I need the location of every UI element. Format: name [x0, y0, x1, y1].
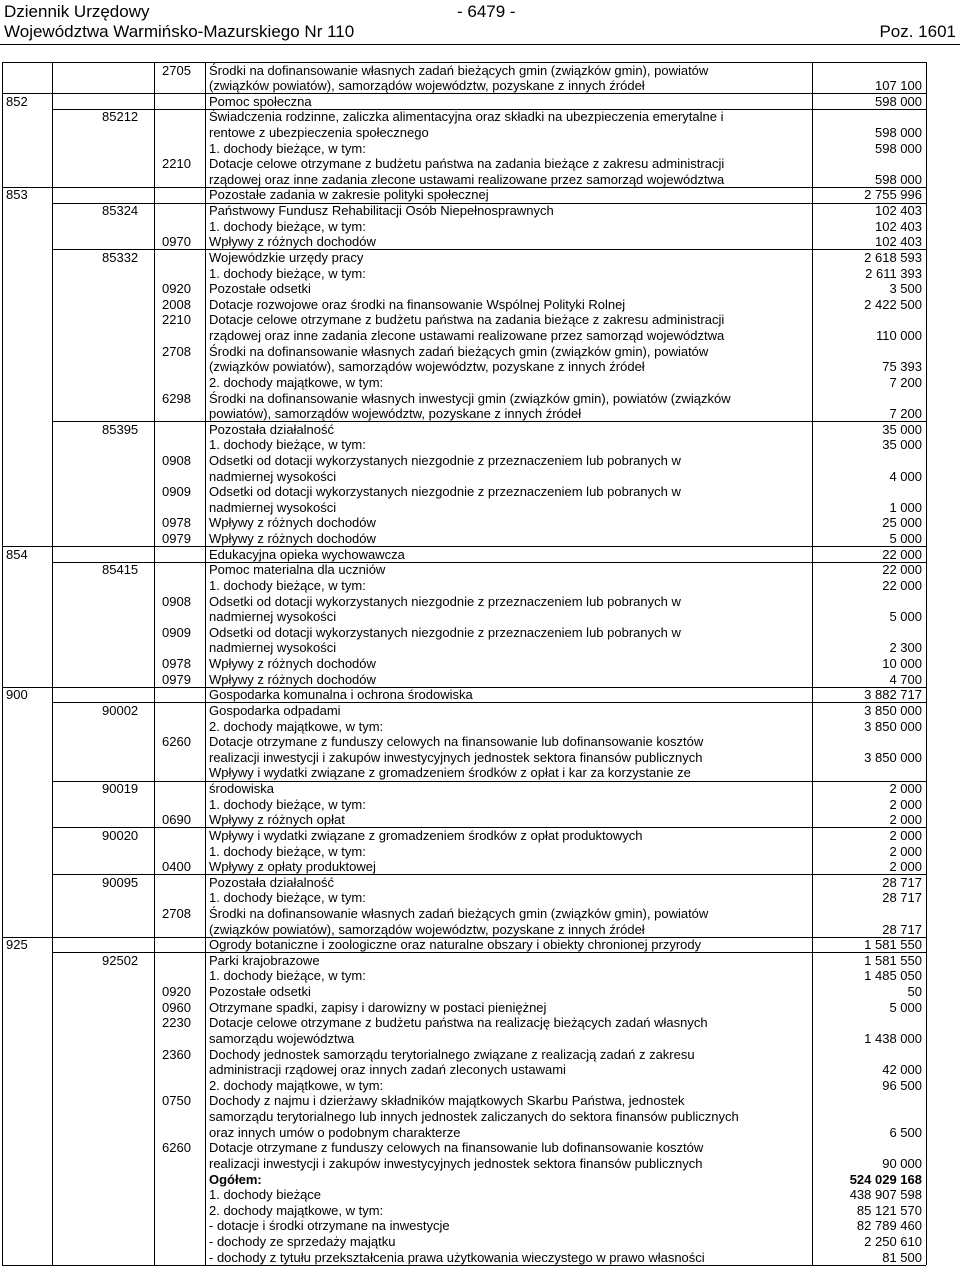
- row-description: - dotacje i środki otrzymane na inwestycje: [209, 1218, 450, 1234]
- row-description: Pomoc społeczna: [209, 93, 312, 109]
- row-description: administracji rządowej oraz innych zadań zleconych ustawami: [209, 1062, 566, 1078]
- paragraph-code: 2705: [162, 62, 191, 78]
- row-description: 2. dochody majątkowe, w tym:: [209, 718, 384, 734]
- division-code: 852: [6, 93, 28, 109]
- paragraph-code: 2210: [162, 312, 191, 328]
- row-description: środowiska: [209, 781, 275, 797]
- row-amount: 598 000: [875, 124, 922, 140]
- row-description: 1. dochody bieżące, w tym:: [209, 140, 366, 156]
- row-amount: 35 000: [882, 437, 922, 453]
- row-description: samorządu terytorialnego lub innych jednostek zaliczanych do sektora finansów publicznych: [209, 1109, 739, 1125]
- row-description: Wpływy z opłaty produktowej: [209, 859, 376, 875]
- paragraph-code: 0920: [162, 984, 191, 1000]
- row-amount: 2 000: [889, 859, 922, 875]
- row-description: Wpływy z różnych dochodów: [209, 234, 376, 250]
- row-amount: 7 200: [889, 374, 922, 390]
- paragraph-code: 6298: [162, 390, 191, 406]
- column-rule: [52, 62, 53, 1265]
- row-description: Edukacyjna opieka wychowawcza: [209, 546, 405, 562]
- row-description: Wpływy z różnych dochodów: [209, 671, 376, 687]
- row-description: Ogrody botaniczne i zoologiczne oraz naturalne obszary i obiekty chronionej przyrody: [209, 937, 702, 953]
- chapter-code: 90019: [102, 781, 139, 797]
- row-description: 1. dochody bieżące, w tym:: [209, 437, 366, 453]
- row-description: Dochody jednostek samorządu terytorialnego związane z realizacją zadań z zakresu: [209, 1046, 695, 1062]
- row-amount: 3 850 000: [864, 702, 922, 718]
- row-description: (związków powiatów), samorządów województw, pozyskane z innych źródeł: [209, 78, 645, 94]
- paragraph-code: 0908: [162, 593, 191, 609]
- division-code: 900: [6, 687, 28, 703]
- row-description: rządowej oraz inne zadania zlecone ustawami realizowane przez samorząd województwa: [209, 328, 725, 344]
- row-amount: 4 700: [889, 671, 922, 687]
- row-amount: 2 755 996: [864, 187, 922, 203]
- row-amount: 22 000: [882, 562, 922, 578]
- row-description: 1. dochody bieżące, w tym:: [209, 796, 366, 812]
- chapter-code: 85395: [102, 421, 139, 437]
- paragraph-code: 2210: [162, 156, 191, 172]
- chapter-code: 90020: [102, 827, 139, 843]
- row-description: Dotacje celowe otrzymane z budżetu państwa na realizację bieżących zadań własnych: [209, 1015, 708, 1031]
- row-description: powiatów), samorządów województw, pozyskane z innych źródeł: [209, 406, 582, 422]
- chapter-code: 85212: [102, 109, 139, 125]
- paragraph-code: 0978: [162, 656, 191, 672]
- row-amount: 524 029 168: [849, 1171, 922, 1187]
- row-description: 1. dochody bieżące, w tym:: [209, 265, 366, 281]
- row-description: Wpływy z różnych opłat: [209, 812, 345, 828]
- row-amount: 3 500: [889, 281, 922, 297]
- chapter-rule: [52, 249, 926, 250]
- row-description: - dochody ze sprzedaży majątku: [209, 1234, 396, 1249]
- row-description: Odsetki od dotacji wykorzystanych niezgodnie z przeznaczeniem lub pobranych w: [209, 593, 681, 609]
- row-description: nadmiernej wysokości: [209, 609, 337, 625]
- row-description: Pozostałe odsetki: [209, 984, 311, 1000]
- row-description: (związków powiatów), samorządów województw, pozyskane z innych źródeł: [209, 921, 645, 937]
- paragraph-code: 0978: [162, 515, 191, 531]
- row-amount: 2 422 500: [864, 296, 922, 312]
- chapter-rule: [52, 702, 926, 703]
- row-amount: 102 403: [875, 203, 922, 219]
- row-description: Wpływy z różnych dochodów: [209, 656, 376, 672]
- paragraph-code: 2360: [162, 1046, 191, 1062]
- row-description: Pozostałe odsetki: [209, 281, 311, 297]
- row-amount: 2 300: [889, 640, 922, 656]
- row-description: Odsetki od dotacji wykorzystanych niezgodnie z przeznaczeniem lub pobranych w: [209, 624, 681, 640]
- row-description: rentowe z ubezpieczenia społecznego: [209, 124, 429, 140]
- paragraph-code: 0920: [162, 281, 191, 297]
- row-description: Dochody z najmu i dzierżawy składników majątkowych Skarbu Państwa, jednostek: [209, 1093, 685, 1109]
- row-description: Dotacje celowe otrzymane z budżetu państwa na zadania bieżące z zakresu administracji: [209, 156, 725, 172]
- row-amount: 598 000: [875, 93, 922, 109]
- row-description: Dotacje otrzymane z funduszy celowych na finansowanie lub dofinansowanie kosztów: [209, 734, 704, 750]
- row-amount: 28 717: [882, 874, 922, 890]
- row-amount: 96 500: [882, 1077, 922, 1093]
- row-amount: 2 000: [889, 781, 922, 797]
- row-amount: 2 000: [889, 796, 922, 812]
- row-description: Wpływy i wydatki związane z gromadzeniem środków z opłat produktowych: [209, 827, 643, 843]
- row-description: Wojewódzkie urzędy pracy: [209, 249, 364, 265]
- row-description: nadmiernej wysokości: [209, 468, 337, 484]
- row-description: oraz innych umów o podobnym charakterze: [209, 1124, 461, 1140]
- paragraph-code: 2008: [162, 296, 191, 312]
- row-description: Środki na dofinansowanie własnych inwestycji gmin (związków gmin), powiatów (związków: [209, 390, 731, 406]
- row-description: Ogółem:: [209, 1171, 262, 1187]
- row-description: Otrzymane spadki, zapisy i darowizny w postaci pieniężnej: [209, 999, 547, 1015]
- row-description: Wpływy i wydatki związane z gromadzeniem środków z opłat i kar za korzystanie ze: [209, 765, 691, 781]
- paragraph-code: 0750: [162, 1093, 191, 1109]
- row-description: Pozostała działalność: [209, 874, 335, 890]
- row-description: Państwowy Fundusz Rehabilitacji Osób Niepełnosprawnych: [209, 203, 554, 219]
- row-amount: 598 000: [875, 171, 922, 187]
- chapter-code: 90002: [102, 702, 139, 718]
- row-amount: 2 000: [889, 812, 922, 828]
- chapter-rule: [52, 562, 926, 563]
- row-amount: 28 717: [882, 890, 922, 906]
- paragraph-code: 0908: [162, 453, 191, 468]
- paragraph-code: 0979: [162, 531, 191, 547]
- row-amount: 35 000: [882, 421, 922, 437]
- row-description: 1. dochody bieżące: [209, 1187, 322, 1203]
- chapter-code: 85415: [102, 562, 139, 578]
- row-amount: 1 581 550: [864, 952, 922, 968]
- row-description: Dotacje celowe otrzymane z budżetu państwa na zadania bieżące z zakresu administracji: [209, 312, 725, 328]
- chapter-code: 92502: [102, 952, 139, 968]
- paragraph-code: 6260: [162, 1140, 191, 1156]
- division-code: 854: [6, 546, 28, 562]
- row-description: 1. dochody bieżące, w tym:: [209, 890, 366, 906]
- row-amount: 107 100: [875, 78, 922, 94]
- paragraph-code: 0970: [162, 234, 191, 250]
- row-amount: 5 000: [889, 531, 922, 547]
- row-amount: 110 000: [875, 328, 922, 344]
- paragraph-code: 0400: [162, 859, 191, 875]
- row-description: 1. dochody bieżące, w tym:: [209, 577, 366, 593]
- row-amount: 1 581 550: [864, 937, 922, 953]
- voivodeship-title: Województwa Warmińsko-Mazurskiego Nr 110: [4, 22, 355, 41]
- column-rule: [205, 62, 206, 1265]
- division-code: 925: [6, 937, 28, 953]
- chapter-code: 85332: [102, 249, 139, 265]
- row-amount: 85 121 570: [856, 1202, 922, 1218]
- chapter-rule: [52, 952, 926, 953]
- chapter-code: 90095: [102, 874, 139, 890]
- paragraph-code: 0909: [162, 484, 191, 500]
- row-amount: 2 000: [889, 827, 922, 843]
- row-amount: 6 500: [889, 1124, 922, 1140]
- division-rule: [2, 546, 926, 547]
- row-description: rządowej oraz inne zadania zlecone ustawami realizowane przez samorząd województwa: [209, 171, 725, 187]
- row-amount: 2 618 593: [864, 249, 922, 265]
- row-description: Odsetki od dotacji wykorzystanych niezgodnie z przeznaczeniem lub pobranych w: [209, 484, 681, 500]
- row-description: 1. dochody bieżące, w tym:: [209, 218, 366, 234]
- row-amount: 81 500: [882, 1249, 922, 1265]
- row-amount: 7 200: [889, 406, 922, 422]
- row-description: nadmiernej wysokości: [209, 640, 337, 656]
- row-description: Dotacje otrzymane z funduszy celowych na finansowanie lub dofinansowanie kosztów: [209, 1140, 704, 1156]
- row-description: Środki na dofinansowanie własnych zadań bieżących gmin (związków gmin), powiatów: [209, 62, 709, 78]
- row-description: Odsetki od dotacji wykorzystanych niezgodnie z przeznaczeniem lub pobranych w: [209, 453, 681, 468]
- row-description: nadmiernej wysokości: [209, 499, 337, 515]
- row-description: 2. dochody majątkowe, w tym:: [209, 1077, 384, 1093]
- row-amount: 25 000: [882, 515, 922, 531]
- division-rule: [2, 93, 926, 94]
- row-amount: 5 000: [889, 609, 922, 625]
- row-amount: 75 393: [882, 359, 922, 375]
- row-amount: 3 850 000: [864, 718, 922, 734]
- row-amount: 2 250 610: [864, 1234, 922, 1249]
- page-number: - 6479 -: [457, 2, 516, 21]
- row-amount: 598 000: [875, 140, 922, 156]
- paragraph-code: 2708: [162, 343, 191, 359]
- row-amount: 22 000: [882, 546, 922, 562]
- row-amount: 10 000: [882, 656, 922, 672]
- row-description: Gospodarka komunalna i ochrona środowiska: [209, 687, 473, 703]
- paragraph-code: 2230: [162, 1015, 191, 1031]
- paragraph-code: 0960: [162, 999, 191, 1015]
- row-description: realizacji inwestycji i zakupów inwestycyjnych jednostek sektora finansów publicznych: [209, 1155, 703, 1171]
- row-description: realizacji inwestycji i zakupów inwestycyjnych jednostek sektora finansów publicznych: [209, 749, 703, 765]
- position-number: Poz. 1601: [879, 22, 956, 41]
- row-amount: 102 403: [875, 234, 922, 250]
- row-amount: 3 882 717: [864, 687, 922, 703]
- row-amount: 90 000: [882, 1155, 922, 1171]
- row-description: 1. dochody bieżące, w tym:: [209, 968, 366, 984]
- row-amount: 1 485 050: [864, 968, 922, 984]
- journal-title: Dziennik Urzędowy: [4, 2, 150, 21]
- column-rule: [926, 62, 927, 1265]
- paragraph-code: 0979: [162, 671, 191, 687]
- column-rule: [154, 62, 155, 1265]
- division-code: 853: [6, 187, 28, 203]
- chapter-rule: [52, 781, 926, 782]
- row-description: Środki na dofinansowanie własnych zadań bieżących gmin (związków gmin), powiatów: [209, 343, 709, 359]
- row-description: - dochody z tytułu przekształcenia prawa użytkowania wieczystego w prawo własności: [209, 1249, 705, 1265]
- row-description: (związków powiatów), samorządów województw, pozyskane z innych źródeł: [209, 359, 645, 375]
- row-description: Parki krajobrazowe: [209, 952, 320, 968]
- row-description: Pozostałe zadania w zakresie polityki społecznej: [209, 187, 489, 203]
- paragraph-code: 6260: [162, 734, 191, 750]
- chapter-rule: [52, 874, 926, 875]
- row-amount: 22 000: [882, 577, 922, 593]
- row-description: Gospodarka odpadami: [209, 702, 341, 718]
- row-amount: 82 789 460: [856, 1218, 922, 1234]
- row-amount: 1 000: [889, 499, 922, 515]
- row-description: Wpływy z różnych dochodów: [209, 531, 376, 547]
- paragraph-code: 0909: [162, 624, 191, 640]
- row-amount: 102 403: [875, 218, 922, 234]
- row-description: 2. dochody majątkowe, w tym:: [209, 374, 384, 390]
- row-description: Środki na dofinansowanie własnych zadań bieżących gmin (związków gmin), powiatów: [209, 905, 709, 921]
- chapter-code: 85324: [102, 203, 139, 219]
- column-rule: [2, 62, 3, 1265]
- row-description: 2. dochody majątkowe, w tym:: [209, 1202, 384, 1218]
- row-description: Pozostała działalność: [209, 421, 335, 437]
- row-description: Dotacje rozwojowe oraz środki na finansowanie Wspólnej Polityki Rolnej: [209, 296, 626, 312]
- row-description: Świadczenia rodzinne, zaliczka alimentacyjna oraz składki na ubezpieczenia emerytalne i: [209, 109, 724, 125]
- row-amount: 2 611 393: [865, 265, 922, 281]
- row-amount: 1 438 000: [864, 1030, 922, 1046]
- chapter-rule: [52, 421, 926, 422]
- row-amount: 438 907 598: [849, 1187, 922, 1203]
- paragraph-code: 2708: [162, 905, 191, 921]
- paragraph-code: 0690: [162, 812, 191, 828]
- row-amount: 42 000: [882, 1062, 922, 1078]
- row-amount: 5 000: [889, 999, 922, 1015]
- row-amount: 50: [907, 984, 922, 1000]
- row-description: 1. dochody bieżące, w tym:: [209, 843, 366, 859]
- row-amount: 4 000: [889, 468, 922, 484]
- row-description: samorządu województwa: [209, 1030, 355, 1046]
- row-amount: 2 000: [889, 843, 922, 859]
- row-amount: 28 717: [882, 921, 922, 937]
- row-amount: 3 850 000: [864, 749, 922, 765]
- row-description: Pomoc materialna dla uczniów: [209, 562, 386, 578]
- row-description: Wpływy z różnych dochodów: [209, 515, 376, 531]
